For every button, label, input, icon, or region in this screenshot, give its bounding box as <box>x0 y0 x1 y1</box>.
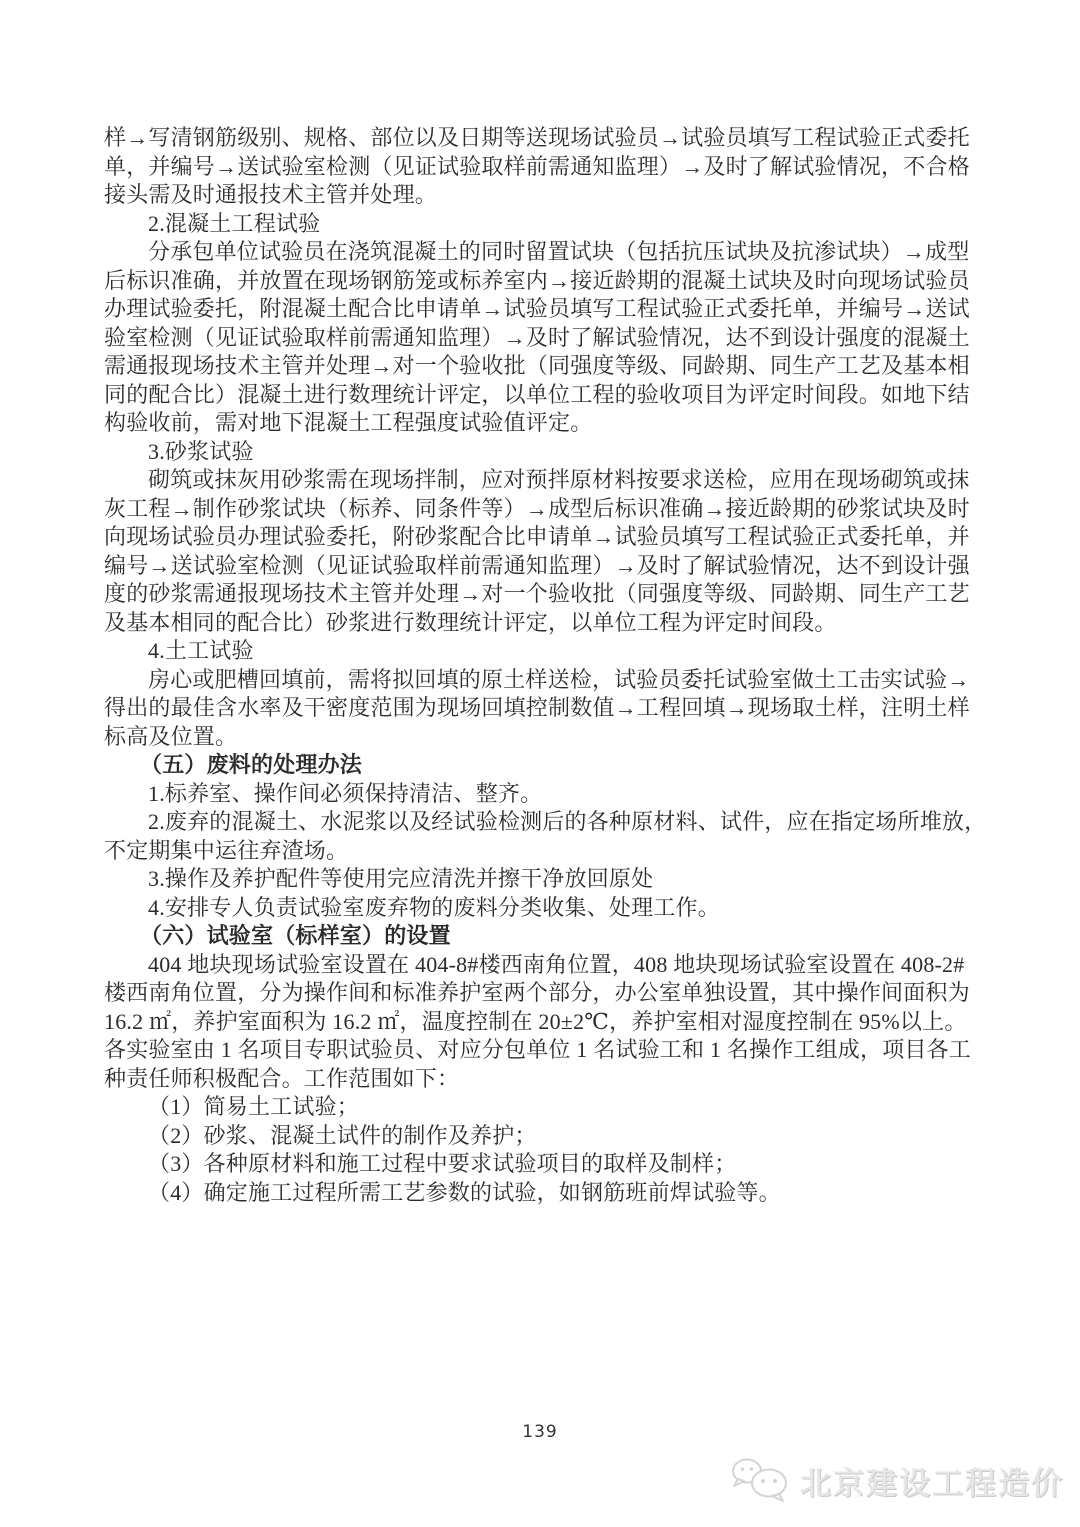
text-line: 标高及位置。 <box>104 723 238 749</box>
text-line: 灰工程→制作砂浆试块（标养、同条件等）→成型后标识准确→接近龄期的砂浆试块及时 <box>104 495 970 521</box>
text-line: 验室检测（见证试验取样前需通知监理）→及时了解试验情况，达不到设计强度的混凝土 <box>104 324 970 350</box>
text-line: 及基本相同的配合比）砂浆进行数理统计评定，以单位工程为评定时间段。 <box>104 609 837 635</box>
text-line: （2）砂浆、混凝土试件的制作及养护； <box>148 1122 537 1148</box>
text-line: 种责任师积极配合。工作范围如下： <box>104 1065 460 1091</box>
text-line: 需通报现场技术主管并处理→对一个验收批（同强度等级、同龄期、同生产工艺及基本相 <box>104 353 970 378</box>
page-number: 139 <box>522 1422 558 1442</box>
section-heading: （五）废料的处理办法 <box>140 752 363 777</box>
text-line: 编号→送试验室检测（见证试验取样前需通知监理）→及时了解试验情况，达不到设计强 <box>104 552 970 578</box>
text-line: 构验收前，需对地下混凝土工程强度试验值评定。 <box>104 410 593 435</box>
text-line: 2.废弃的混凝土、水泥浆以及经试验检测后的各种原材料、试件，应在指定场所堆放， <box>148 809 987 834</box>
text-line: （1）简易土工试验； <box>148 1094 360 1119</box>
text-line: 各实验室由 1 名项目专职试验员、对应分包单位 1 名试验工和 1 名操作工组成，项目各工 <box>104 1037 972 1062</box>
text-line: 2.混凝土工程试验 <box>148 210 321 236</box>
text-line: 1.标养室、操作间必须保持清洁、整齐。 <box>148 780 543 806</box>
text-line: 单，并编号→送试验室检测（见证试验取样前需通知监理）→及时了解试验情况，不合格 <box>104 153 970 179</box>
text-line: 3.砂浆试验 <box>148 438 254 464</box>
text-line: 不定期集中运往弃渣场。 <box>104 837 349 863</box>
document-body <box>104 124 987 1207</box>
text-line: 3.操作及养护配件等使用完应清洗并擦干净放回原处 <box>148 866 654 891</box>
text-line: 4.土工试验 <box>148 638 254 663</box>
watermark <box>730 1456 1064 1504</box>
text-line: 16.2 ㎡，养护室面积为 16.2 ㎡，温度控制在 20±2℃，养护室相对湿度控制在 95%以上。 <box>104 1008 967 1034</box>
text-line: 4.安排专人负责试验室废弃物的废料分类收集、处理工作。 <box>148 894 720 920</box>
text-line: 办理试验委托，附混凝土配合比申请单→试验员填写工程试验正式委托单，并编号→送试 <box>104 296 970 321</box>
text-line: 度的砂浆需通报现场技术主管并处理→对一个验收批（同强度等级、同龄期、同生产工艺 <box>104 581 970 606</box>
section-heading: （六）试验室（标样室）的设置 <box>140 923 451 948</box>
text-line: 砌筑或抹灰用砂浆需在现场拌制，应对预拌原材料按要求送检，应用在现场砌筑或抹 <box>148 467 970 492</box>
watermark-text: 北京建设工程造价 <box>800 1465 1064 1501</box>
text-line: 404 地块现场试验室设置在 404-8#楼西南角位置，408 地块现场试验室设置在 408-2# <box>148 951 965 977</box>
text-line: 向现场试验员办理试验委托，附砂浆配合比申请单→试验员填写工程试验正式委托单，并 <box>104 524 970 549</box>
text-line: 分承包单位试验员在浇筑混凝土的同时留置试块（包括抗压试块及抗渗试块）→成型 <box>148 239 970 264</box>
wechat-icon <box>730 1456 792 1504</box>
text-line: 楼西南角位置，分为操作间和标准养护室两个部分，办公室单独设置，其中操作间面积为 <box>104 980 970 1005</box>
text-line: 样→写清钢筋级别、规格、部位以及日期等送现场试验员→试验员填写工程试验正式委托 <box>104 125 970 150</box>
text-line: 得出的最佳含水率及干密度范围为现场回填控制数值→工程回填→现场取土样，注明土样 <box>104 695 970 720</box>
text-line: （3）各种原材料和施工过程中要求试验项目的取样及制样； <box>148 1151 737 1176</box>
text-line: 接头需及时通报技术主管并处理。 <box>104 182 438 207</box>
text-line: 同的配合比）混凝土进行数理统计评定，以单位工程的验收项目为评定时间段。如地下结 <box>104 381 970 407</box>
text-line: （4）确定施工过程所需工艺参数的试验，如钢筋班前焊试验等。 <box>148 1179 781 1205</box>
text-line: 后标识准确，并放置在现场钢筋笼或标养室内→接近龄期的混凝土试块及时向现场试验员 <box>104 267 970 293</box>
text-line: 房心或肥槽回填前，需将拟回填的原土样送检，试验员委托试验室做土工击实试验→ <box>148 666 970 692</box>
